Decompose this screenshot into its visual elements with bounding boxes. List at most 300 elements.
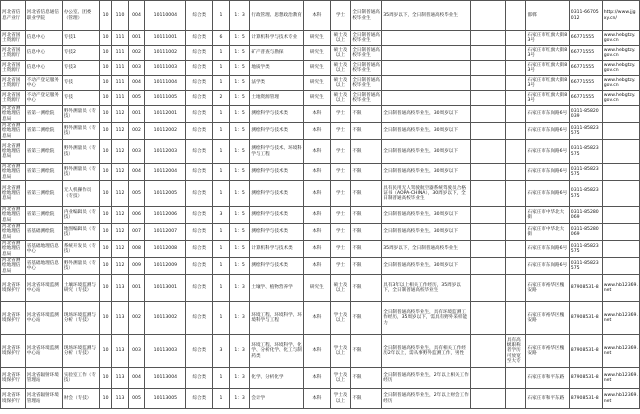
remark-cell xyxy=(505,389,526,409)
dept-cell: 河北省国土资源厅 xyxy=(1,46,26,61)
degree-cell: 硕士及以上 xyxy=(330,91,351,106)
post-cell: 野外测量员（专技） xyxy=(62,258,99,275)
remark-cell xyxy=(505,76,526,91)
other-cell: 35周岁以下，全日制普通高校毕业生 xyxy=(382,241,471,258)
unit-cell: 信息中心 xyxy=(25,61,62,76)
contact-cell: 石家庄市东岗路6号 xyxy=(526,258,569,275)
web-cell: www.hebgtzy.gov.cn xyxy=(602,76,639,91)
type-cell: 综合类 xyxy=(186,241,213,258)
code-part-cell: 10 xyxy=(99,46,111,61)
post-cell: 野外测量员（专技） xyxy=(62,164,99,181)
unit-cell: 不动产登记服务中心 xyxy=(25,91,62,106)
workplace-cell xyxy=(470,181,505,207)
other-cell xyxy=(382,76,471,91)
code-part-cell: 004 xyxy=(128,1,144,31)
edu-cell: 本科 xyxy=(303,302,330,335)
count-cell: 1 xyxy=(213,241,229,258)
code-part-cell: 10 xyxy=(99,106,111,123)
major-cell: 法学类 xyxy=(250,76,304,91)
edu-cell: 本科 xyxy=(303,368,330,389)
contact-cell: 石家庄市裕华区槐安路 xyxy=(526,275,569,302)
count-cell: 1 xyxy=(213,368,229,389)
post-code-cell: 10113002 xyxy=(145,302,186,335)
type-cell: 综合类 xyxy=(186,275,213,302)
workplace-cell xyxy=(470,389,505,409)
unit-cell: 河北省环境监测中心站 xyxy=(25,275,62,302)
web-cell: www.hb12369.net xyxy=(602,335,639,368)
web-cell xyxy=(602,164,639,181)
edu-cell: 研究生 xyxy=(303,275,330,302)
count-cell: 1 xyxy=(213,258,229,275)
code-part-cell: 008 xyxy=(128,241,144,258)
remark-cell xyxy=(505,46,526,61)
dept-cell: 河北省环境保护厅 xyxy=(1,302,26,335)
table-row xyxy=(1,275,640,302)
major-cell: 矿产普查与勘探 xyxy=(250,46,304,61)
ratio-cell: 1：5 xyxy=(229,207,250,224)
post-cell: 野外测量员（专技） xyxy=(62,123,99,140)
code-part-cell: 111 xyxy=(112,46,128,61)
remark-cell xyxy=(505,61,526,76)
code-part-cell: 113 xyxy=(112,335,128,368)
post-cell: 专技1 xyxy=(62,31,99,46)
remark-cell xyxy=(505,241,526,258)
remark-cell xyxy=(505,368,526,389)
contact-cell: 石家庄市中华北大街 xyxy=(526,224,569,241)
phone-cell: 87908531-8 xyxy=(569,368,602,389)
degree-cell: 学士 xyxy=(330,207,351,224)
workplace-cell xyxy=(470,224,505,241)
target-cell: 不限 xyxy=(351,181,382,207)
count-cell: 1 xyxy=(213,106,229,123)
type-cell: 综合类 xyxy=(186,368,213,389)
unit-cell: 信息中心 xyxy=(25,31,62,46)
target-cell: 不限 xyxy=(351,164,382,181)
contact-cell: 石家庄市东岗路6号 xyxy=(526,123,569,140)
contact-cell: 石家庄市东岗路6号 xyxy=(526,106,569,123)
ratio-cell: 1：3 xyxy=(229,275,250,302)
code-part-cell: 004 xyxy=(128,76,144,91)
code-part-cell: 10 xyxy=(99,241,111,258)
table-row xyxy=(1,106,640,123)
degree-cell: 学士 xyxy=(330,140,351,164)
type-cell: 综合类 xyxy=(186,389,213,409)
code-part-cell: 001 xyxy=(128,106,144,123)
workplace-cell xyxy=(470,140,505,164)
contact-cell: 石家庄市红旗大街83号 xyxy=(526,46,569,61)
post-code-cell: 10112007 xyxy=(145,224,186,241)
unit-cell: 省第三测绘院 xyxy=(25,207,62,224)
target-cell: 不限 xyxy=(351,368,382,389)
count-cell: 1 xyxy=(213,302,229,335)
post-code-cell: 10113005 xyxy=(145,389,186,409)
major-cell: 测绘科学与技术类 xyxy=(250,123,304,140)
other-cell: 全日制普通高校毕业生，30周岁以下 xyxy=(382,207,471,224)
phone-cell: 66771555 xyxy=(569,91,602,106)
degree-cell: 学士 xyxy=(330,106,351,123)
code-part-cell: 10 xyxy=(99,76,111,91)
post-code-cell: 10112004 xyxy=(145,164,186,181)
contact-cell: 石家庄市东岗路6号 xyxy=(526,181,569,207)
post-code-cell: 10112005 xyxy=(145,181,186,207)
dept-cell: 河北省国土资源厅 xyxy=(1,76,26,91)
table-row xyxy=(1,61,640,76)
code-part-cell: 10 xyxy=(99,302,111,335)
workplace-cell xyxy=(470,1,505,31)
dept-cell: 河北省国土资源厅 xyxy=(1,61,26,76)
workplace-cell xyxy=(470,368,505,389)
table-row xyxy=(1,335,640,368)
edu-cell: 本科 xyxy=(303,181,330,207)
code-part-cell: 005 xyxy=(128,91,144,106)
dept-cell: 河北省测绘地理信息局 xyxy=(1,224,26,241)
major-cell: 土地资源管理 xyxy=(250,91,304,106)
type-cell: 综合类 xyxy=(186,91,213,106)
phone-cell: 0311-85823575 xyxy=(569,258,602,275)
phone-cell: 87908531-8 xyxy=(569,335,602,368)
major-cell: 测绘科学与技术类 xyxy=(250,224,304,241)
major-cell: 环境工程、环境科学、环境科学与工程 xyxy=(250,302,304,335)
other-cell: 全日制普通高校毕业生，具有相关工作经历2年以上，需从事野外监测工作，男性 xyxy=(382,335,471,368)
phone-cell: 87908531-8 xyxy=(569,275,602,302)
remark-cell xyxy=(505,1,526,31)
unit-cell: 省第三测绘院 xyxy=(25,164,62,181)
target-cell: 全日制普通高校毕业生 xyxy=(351,1,382,31)
web-cell: www.hebgtzy.gov.cn xyxy=(602,91,639,106)
code-part-cell: 113 xyxy=(112,302,128,335)
post-code-cell: 10112003 xyxy=(145,140,186,164)
edu-cell: 本科 xyxy=(303,164,330,181)
workplace-cell xyxy=(470,31,505,46)
count-cell: 1 xyxy=(213,224,229,241)
web-cell xyxy=(602,207,639,224)
target-cell: 不限 xyxy=(351,207,382,224)
code-part-cell: 113 xyxy=(112,389,128,409)
phone-cell: 87908531-8 xyxy=(569,389,602,409)
code-part-cell: 10 xyxy=(99,181,111,207)
type-cell: 综合类 xyxy=(186,106,213,123)
other-cell xyxy=(382,46,471,61)
unit-cell: 省第三测绘院 xyxy=(25,181,62,207)
post-code-cell: 10112009 xyxy=(145,258,186,275)
dept-cell: 河北省信息产业厅 xyxy=(1,1,26,31)
edu-cell: 研究生 xyxy=(303,91,330,106)
phone-cell: 0311-85823575 xyxy=(569,181,602,207)
count-cell: 3 xyxy=(213,207,229,224)
phone-cell: 0311-85823575 xyxy=(569,140,602,164)
web-cell: www.hebgtzy.gov.cn xyxy=(602,46,639,61)
major-cell: 化学、分析化学 xyxy=(250,368,304,389)
dept-cell: 河北省国土资源厅 xyxy=(1,91,26,106)
major-cell: 计算机科学与技术类 xyxy=(250,241,304,258)
ratio-cell: 1：5 xyxy=(229,140,250,164)
count-cell: 6 xyxy=(213,31,229,46)
edu-cell: 本科 xyxy=(303,106,330,123)
phone-cell: 0311-85280069 xyxy=(569,224,602,241)
degree-cell: 硕士及以上 xyxy=(330,61,351,76)
table-row xyxy=(1,91,640,106)
web-cell xyxy=(602,181,639,207)
type-cell: 综合类 xyxy=(186,76,213,91)
phone-cell: 66771555 xyxy=(569,76,602,91)
count-cell: 1 xyxy=(213,389,229,409)
post-code-cell: 10111002 xyxy=(145,46,186,61)
ratio-cell: 1：5 xyxy=(229,46,250,61)
other-cell: 全日制普通高校毕业生，30周岁以下 xyxy=(382,140,471,164)
workplace-cell xyxy=(470,61,505,76)
workplace-cell xyxy=(470,275,505,302)
contact-cell: 石家庄市裕华区槐安路 xyxy=(526,335,569,368)
code-part-cell: 003 xyxy=(128,335,144,368)
code-part-cell: 10 xyxy=(99,368,111,389)
post-code-cell: 10113004 xyxy=(145,368,186,389)
major-cell: 测绘科学与技术类 xyxy=(250,106,304,123)
post-cell: 野外测量员（专技） xyxy=(62,140,99,164)
web-cell xyxy=(602,123,639,140)
count-cell: 3 xyxy=(213,335,229,368)
major-cell: 测绘科学与技术类 xyxy=(250,207,304,224)
code-part-cell: 112 xyxy=(112,207,128,224)
web-cell xyxy=(602,106,639,123)
major-cell: 会计学 xyxy=(250,389,304,409)
code-part-cell: 004 xyxy=(128,164,144,181)
code-part-cell: 113 xyxy=(112,368,128,389)
ratio-cell: 1：5 xyxy=(229,258,250,275)
remark-cell xyxy=(505,91,526,106)
code-part-cell: 002 xyxy=(128,46,144,61)
dept-cell: 河北省国土资源厅 xyxy=(1,31,26,46)
other-cell xyxy=(382,91,471,106)
workplace-cell xyxy=(470,258,505,275)
web-cell: www.hebgtzy.gov.cn xyxy=(602,61,639,76)
contact-cell: 石家庄市东岗路6号 xyxy=(526,164,569,181)
code-part-cell: 113 xyxy=(112,275,128,302)
remark-cell xyxy=(505,302,526,335)
dept-cell: 河北省测绘地理信息局 xyxy=(1,106,26,123)
workplace-cell xyxy=(470,207,505,224)
target-cell: 不限 xyxy=(351,106,382,123)
phone-cell: 0311-85280069 xyxy=(569,207,602,224)
degree-cell: 学士及以上 xyxy=(330,368,351,389)
edu-cell: 本科 xyxy=(303,335,330,368)
edu-cell: 本科 xyxy=(303,140,330,164)
code-part-cell: 007 xyxy=(128,224,144,241)
dept-cell: 河北省测绘地理信息局 xyxy=(1,164,26,181)
web-cell xyxy=(602,140,639,164)
ratio-cell: 1：5 xyxy=(229,123,250,140)
type-cell: 综合类 xyxy=(186,224,213,241)
remark-cell xyxy=(505,181,526,207)
post-cell: 无人机操作员（专技） xyxy=(62,181,99,207)
unit-cell: 省基础地理信息中心 xyxy=(25,258,62,275)
table-row xyxy=(1,1,640,31)
unit-cell: 信息中心 xyxy=(25,46,62,61)
web-cell xyxy=(602,224,639,241)
code-part-cell: 006 xyxy=(128,207,144,224)
type-cell: 综合类 xyxy=(186,61,213,76)
other-cell: 全日制普通高校毕业生，30周岁以下 xyxy=(382,258,471,275)
contact-cell: 石家庄市中华北大街 xyxy=(526,207,569,224)
ratio-cell: 1：3 xyxy=(229,302,250,335)
table-row xyxy=(1,389,640,409)
type-cell: 综合类 xyxy=(186,258,213,275)
type-cell: 综合类 xyxy=(186,31,213,46)
target-cell: 不限 xyxy=(351,302,382,335)
ratio-cell: 1：3 xyxy=(229,389,250,409)
code-part-cell: 10 xyxy=(99,164,111,181)
web-cell: www.hb12369.net xyxy=(602,389,639,409)
table-row xyxy=(1,258,640,275)
other-cell xyxy=(382,31,471,46)
phone-cell: 0311-85820039 xyxy=(569,106,602,123)
unit-cell: 河北省辐射环境管理站 xyxy=(25,389,62,409)
major-cell: 地质学类 xyxy=(250,61,304,76)
remark-cell xyxy=(505,31,526,46)
type-cell: 综合类 xyxy=(186,46,213,61)
edu-cell: 研究生 xyxy=(303,61,330,76)
count-cell: 1 xyxy=(213,123,229,140)
edu-cell: 本科 xyxy=(303,258,330,275)
count-cell: 1 xyxy=(213,140,229,164)
remark-cell xyxy=(505,258,526,275)
remark-cell xyxy=(505,207,526,224)
table-row xyxy=(1,302,640,335)
remark-cell: 具有高级职称者学历可放宽至大专 xyxy=(505,335,526,368)
post-code-cell: 10112006 xyxy=(145,207,186,224)
workplace-cell xyxy=(470,46,505,61)
code-part-cell: 003 xyxy=(128,61,144,76)
code-part-cell: 111 xyxy=(112,61,128,76)
type-cell: 综合类 xyxy=(186,302,213,335)
code-part-cell: 10 xyxy=(99,335,111,368)
phone-cell: 0311-85823575 xyxy=(569,123,602,140)
degree-cell: 硕士及以上 xyxy=(330,275,351,302)
degree-cell: 硕士及以上 xyxy=(330,76,351,91)
major-cell: 计算机科学与技术专业 xyxy=(250,31,304,46)
degree-cell: 学士 xyxy=(330,1,351,31)
post-cell: 野外测量员（专技） xyxy=(62,106,99,123)
post-cell: 现场环境监测与分析（专技） xyxy=(62,302,99,335)
code-part-cell: 112 xyxy=(112,140,128,164)
other-cell: 具有民用无人驾驶航空器系统驾驶员合格证书（AOPA-CHINA），30周岁以下，全日制普通高校毕业生 xyxy=(382,181,471,207)
table-row xyxy=(1,164,640,181)
unit-cell: 省第一测绘院 xyxy=(25,106,62,123)
contact-cell: 石家庄市东岗路6号 xyxy=(526,140,569,164)
table-body xyxy=(1,1,640,409)
workplace-cell xyxy=(470,123,505,140)
post-cell: 现场环境监测与分析（专技） xyxy=(62,335,99,368)
code-part-cell: 10 xyxy=(99,258,111,275)
contact-cell: 石家庄市红旗大街83号 xyxy=(526,61,569,76)
target-cell: 全日制普通高校毕业生 xyxy=(351,46,382,61)
workplace-cell xyxy=(470,164,505,181)
type-cell: 综合类 xyxy=(186,1,213,31)
unit-cell: 省基础地理信息中心 xyxy=(25,241,62,258)
contact-cell: 邯郸 xyxy=(526,1,569,31)
ratio-cell: 1：5 xyxy=(229,76,250,91)
contact-cell: 石家庄市红旗大街83号 xyxy=(526,76,569,91)
code-part-cell: 112 xyxy=(112,164,128,181)
workplace-cell xyxy=(470,76,505,91)
remark-cell xyxy=(505,123,526,140)
code-part-cell: 112 xyxy=(112,224,128,241)
contact-cell: 石家庄市东岗路6号 xyxy=(526,241,569,258)
post-code-cell: 10110004 xyxy=(145,1,186,31)
code-part-cell: 111 xyxy=(112,31,128,46)
phone-cell: 66771555 xyxy=(569,46,602,61)
unit-cell: 省基础测绘院 xyxy=(25,224,62,241)
post-cell: 地图编辑员（专技） xyxy=(62,224,99,241)
type-cell: 综合类 xyxy=(186,164,213,181)
type-cell: 综合类 xyxy=(186,207,213,224)
degree-cell: 学士 xyxy=(330,123,351,140)
count-cell: 1 xyxy=(213,164,229,181)
ratio-cell: 1：5 xyxy=(229,164,250,181)
web-cell: www.hebgtzy.gov.cn xyxy=(602,31,639,46)
table-row xyxy=(1,140,640,164)
other-cell: 全日制普通高校毕业生，30周岁以下 xyxy=(382,164,471,181)
remark-cell xyxy=(505,224,526,241)
table-row xyxy=(1,46,640,61)
phone-cell: 66771555 xyxy=(569,61,602,76)
count-cell: 1 xyxy=(213,76,229,91)
dept-cell: 河北省测绘地理信息局 xyxy=(1,140,26,164)
contact-cell: 石家庄市红旗大街83号 xyxy=(526,91,569,106)
other-cell: 全日制普通高校毕业生，具有环境监测工作经历，35周岁以下，需具有野外采样能力 xyxy=(382,302,471,335)
dept-cell: 河北省环境保护厅 xyxy=(1,335,26,368)
unit-cell: 河北省环境监测中心站 xyxy=(25,302,62,335)
web-cell: http://www.jjgxy.cn/ xyxy=(602,1,639,31)
type-cell: 综合类 xyxy=(186,335,213,368)
unit-cell: 省第三测绘院 xyxy=(25,140,62,164)
dept-cell: 河北省测绘地理信息局 xyxy=(1,241,26,258)
phone-cell: 66771555 xyxy=(569,31,602,46)
major-cell: 测绘科学与技术、环境科学与工程 xyxy=(250,140,304,164)
web-cell: www.hb12369.net xyxy=(602,275,639,302)
code-part-cell: 10 xyxy=(99,224,111,241)
unit-cell: 河北省信息通信职业学院 xyxy=(25,1,62,31)
other-cell: 全日制普通高校毕业生，30周岁以下 xyxy=(382,123,471,140)
code-part-cell: 10 xyxy=(99,1,111,31)
contact-cell: 石家庄市红旗大街83号 xyxy=(526,31,569,46)
edu-cell: 研究生 xyxy=(303,76,330,91)
other-cell: 全日制普通高校毕业生，30周岁以下 xyxy=(382,224,471,241)
post-code-cell: 10112001 xyxy=(145,106,186,123)
code-part-cell: 10 xyxy=(99,275,111,302)
code-part-cell: 009 xyxy=(128,258,144,275)
table-row xyxy=(1,207,640,224)
table-row xyxy=(1,76,640,91)
degree-cell: 学士及以上 xyxy=(330,389,351,409)
degree-cell: 学士 xyxy=(330,181,351,207)
major-cell: 测绘科学与技术类 xyxy=(250,258,304,275)
degree-cell: 硕士及以上 xyxy=(330,46,351,61)
target-cell: 不限 xyxy=(351,335,382,368)
degree-cell: 学士及以上 xyxy=(330,335,351,368)
code-part-cell: 10 xyxy=(99,31,111,46)
edu-cell: 本科 xyxy=(303,1,330,31)
degree-cell: 学士 xyxy=(330,164,351,181)
degree-cell: 硕士及以上 xyxy=(330,31,351,46)
web-cell xyxy=(602,241,639,258)
target-cell: 不限 xyxy=(351,224,382,241)
code-part-cell: 004 xyxy=(128,368,144,389)
ratio-cell: 1：3 xyxy=(229,368,250,389)
code-part-cell: 001 xyxy=(128,31,144,46)
workplace-cell xyxy=(470,91,505,106)
ratio-cell: 1：5 xyxy=(229,31,250,46)
count-cell: 1 xyxy=(213,46,229,61)
